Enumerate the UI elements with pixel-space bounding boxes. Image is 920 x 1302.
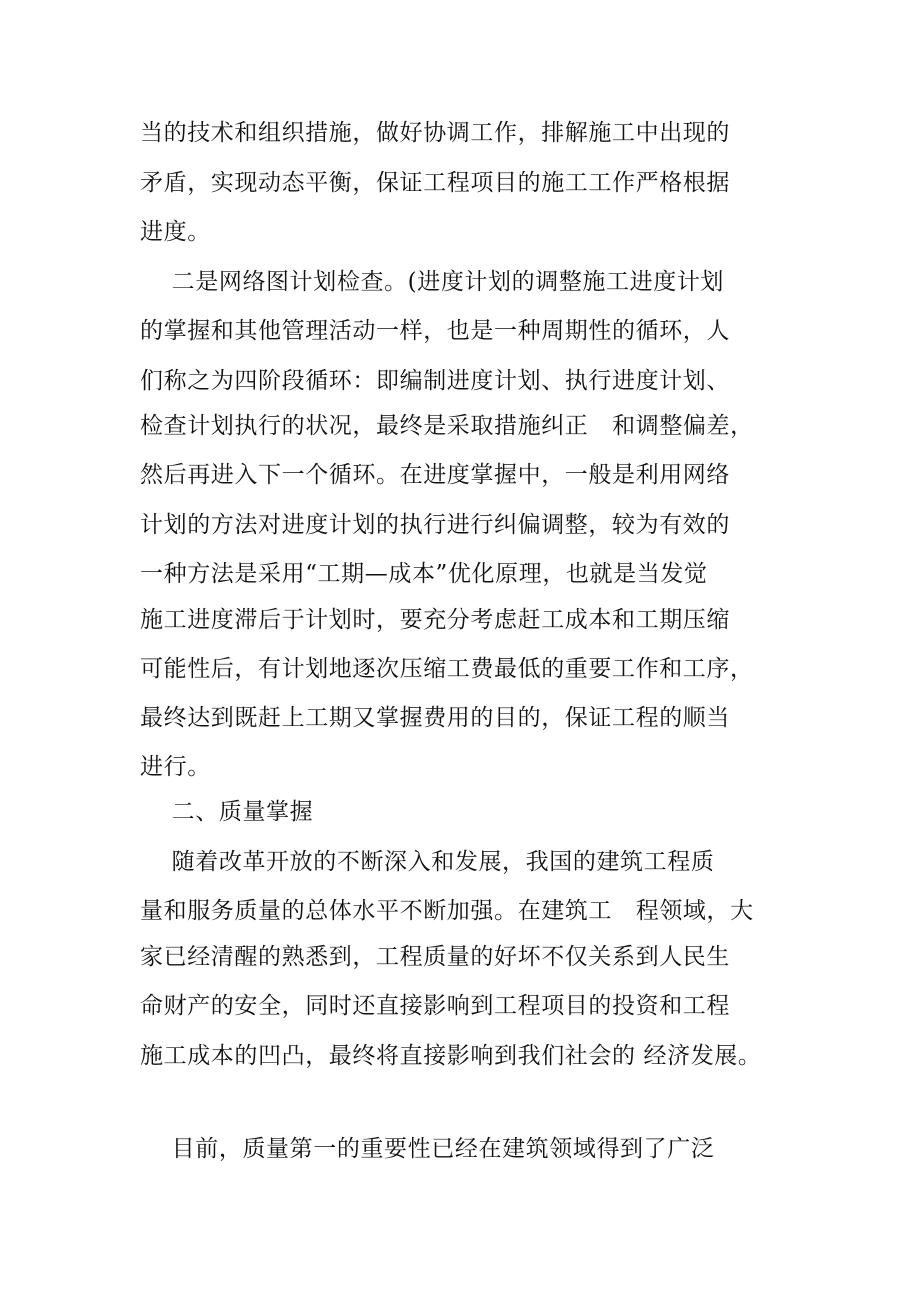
text-line: 当的技术和组织措施，做好协调工作，排解施工中出现的 [140, 120, 730, 146]
text-line: 计划的方法对进度计划的执行进行纠偏调整，较为有效的 [140, 512, 730, 538]
section-heading: 二、质量掌握 [140, 799, 314, 825]
text-line: 施工成本的凹凸，最终将直接影响到我们社会的 经济发展。 [140, 1043, 762, 1069]
text-line: 二是网络图计划检查。(进度计划的调整施工进度计划 [140, 269, 725, 295]
text-line: 矛盾，实现动态平衡，保证工程项目的施工工作严格根据 [140, 170, 730, 196]
text-line: 量和服务质量的总体水平不断加强。在建筑工 程领域，大 [140, 898, 754, 924]
text-line: 们称之为四阶段循环：即编制进度计划、执行进度计划、 [140, 368, 730, 394]
text-line: 检查计划执行的状况，最终是采取措施纠正 和调整偏差， [140, 413, 754, 439]
text-line: 进度。 [140, 219, 211, 245]
text-line: 最终达到既赶上工期又掌握费用的目的，保证工程的顺当 [140, 705, 730, 731]
text-line: 随着改革开放的不断深入和发展，我国的建筑工程质 [140, 849, 715, 875]
text-line: 施工进度滞后于计划时，要充分考虑赶工成本和工期压缩 [140, 607, 730, 633]
text-line: 进行。 [140, 754, 211, 780]
text-line: 家已经清醒的熟悉到，工程质量的好坏不仅关系到人民生 [140, 944, 730, 970]
text-line: 然后再进入下一个循环。在进度掌握中，一般是利用网络 [140, 462, 730, 488]
text-line: 的掌握和其他管理活动一样，也是一种周期性的循环，人 [140, 318, 730, 344]
text-line: 一种方法是采用“工期—成本”优化原理，也就是当发觉 [140, 561, 708, 587]
text-line: 命财产的安全，同时还直接影响到工程项目的投资和工程 [140, 993, 730, 1019]
text-line: 可能性后，有计划地逐次压缩工费最低的重要工作和工序， [140, 656, 754, 682]
text-line: 目前，质量第一的重要性已经在建筑领域得到了广泛 [140, 1136, 715, 1162]
